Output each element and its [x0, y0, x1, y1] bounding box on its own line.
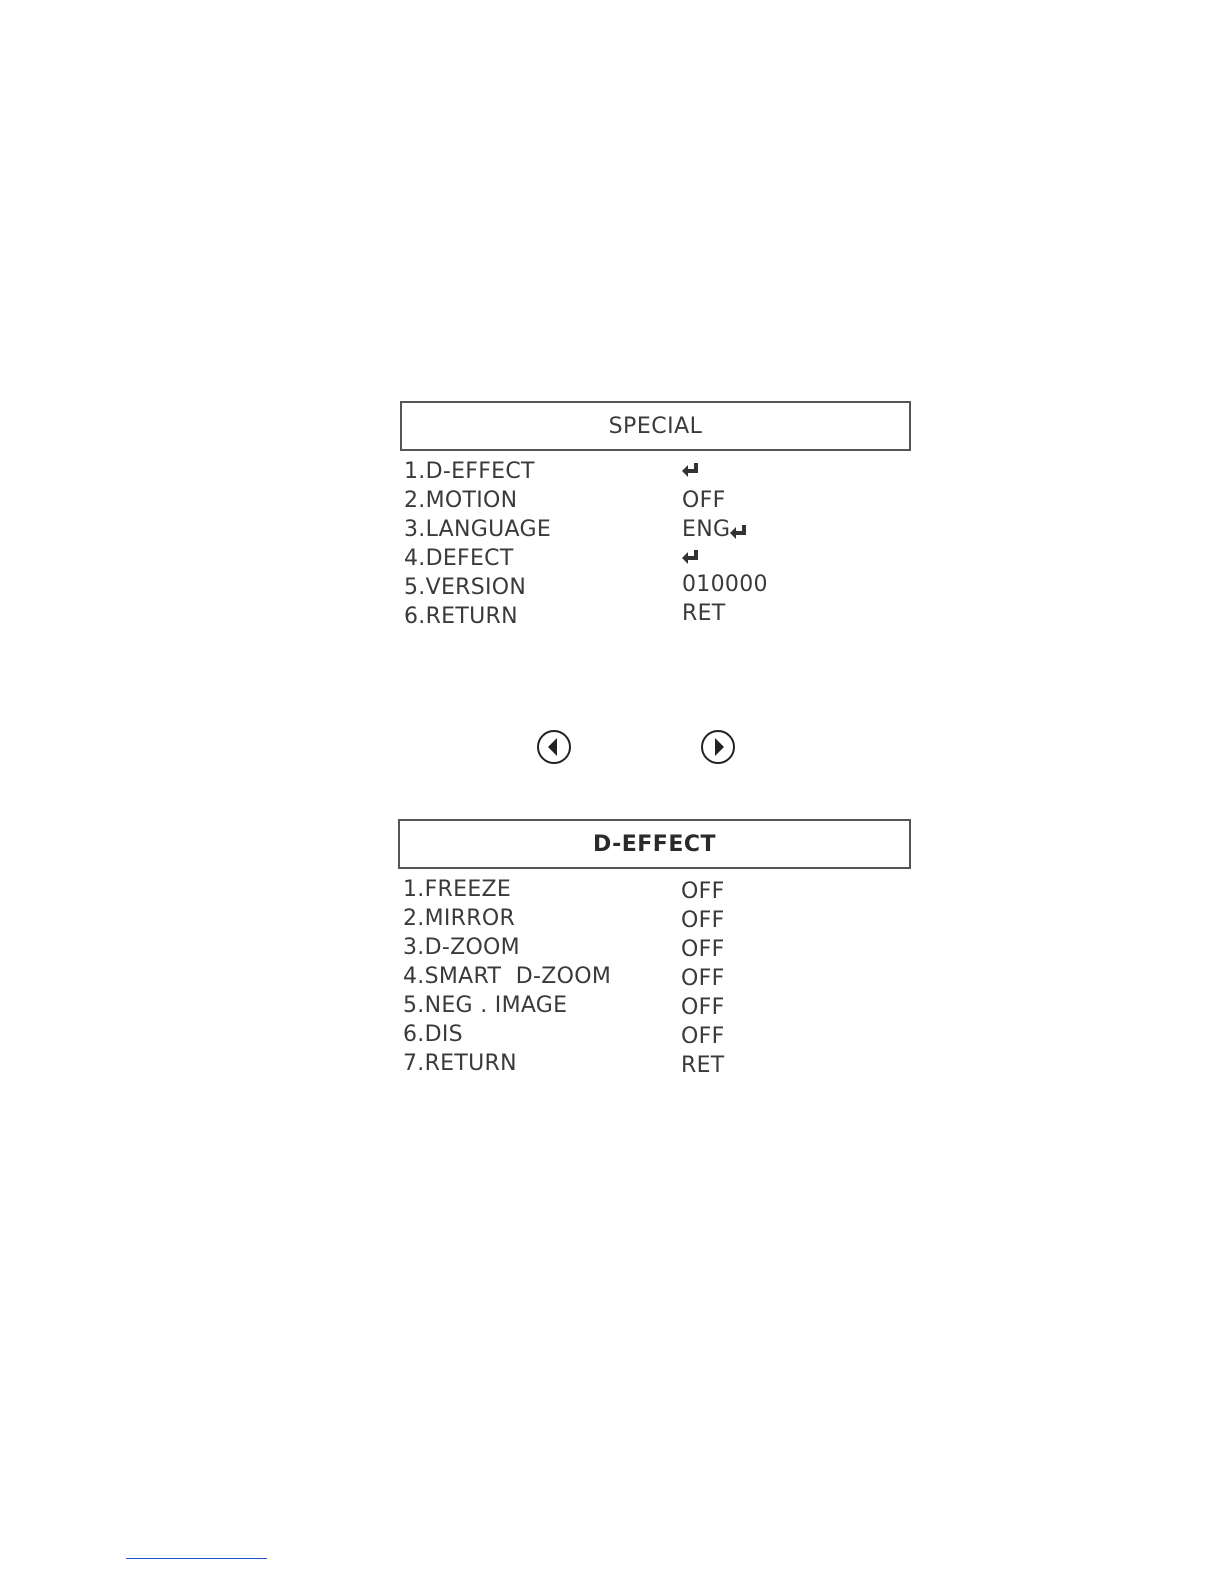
- value-text: ENG: [682, 517, 731, 542]
- menu-item-defect[interactable]: [400, 546, 911, 575]
- menu-item-language[interactable]: [400, 517, 911, 546]
- circle-right-arrow-icon[interactable]: [700, 729, 736, 765]
- menu-item-value: 010000: [682, 572, 768, 597]
- menu-item-value: RET: [682, 601, 726, 626]
- special-menu-title: SPECIAL: [400, 401, 911, 451]
- menu-item-label: 2.MIRROR: [403, 906, 516, 931]
- menu-item-label: 7.RETURN: [403, 1051, 517, 1076]
- menu-item-label: 1.FREEZE: [403, 877, 512, 902]
- menu-item-value: OFF: [681, 937, 725, 962]
- menu-item-mirror[interactable]: [398, 906, 911, 935]
- menu-item-value: OFF: [681, 995, 725, 1020]
- menu-item-label: 5.VERSION: [404, 575, 527, 600]
- menu-item-d-effect[interactable]: [400, 459, 911, 488]
- menu-item-value: RET: [681, 1053, 725, 1078]
- menu-item-return[interactable]: [398, 1051, 911, 1080]
- menu-item-dis[interactable]: [398, 1022, 911, 1051]
- menu-item-label: 4.DEFECT: [404, 546, 514, 571]
- menu-item-version[interactable]: [400, 572, 911, 604]
- d-effect-menu-title: D-EFFECT: [398, 819, 911, 869]
- menu-item-label: 6.RETURN: [404, 604, 518, 629]
- menu-item-return[interactable]: [400, 601, 911, 633]
- menu-item-value: [682, 546, 700, 564]
- d-effect-menu: [398, 819, 911, 1078]
- menu-item-label: 5.NEG . IMAGE: [403, 993, 568, 1018]
- special-menu: [400, 401, 911, 629]
- menu-item-value: OFF: [681, 908, 725, 933]
- menu-item-neg-image[interactable]: [398, 993, 911, 1022]
- menu-item-label: 4.SMART D-ZOOM: [403, 964, 612, 989]
- menu-item-motion[interactable]: [400, 488, 911, 517]
- menu-item-label: 3.LANGUAGE: [404, 517, 552, 542]
- enter-icon: [730, 523, 748, 539]
- footnote-rule: [126, 1558, 267, 1559]
- menu-item-value: [682, 517, 748, 542]
- menu-item-label: 6.DIS: [403, 1022, 463, 1047]
- menu-item-value: [682, 459, 700, 477]
- menu-item-value: OFF: [682, 488, 726, 513]
- menu-item-label: 2.MOTION: [404, 488, 518, 513]
- menu-item-label: 3.D-ZOOM: [403, 935, 520, 960]
- menu-item-d-zoom[interactable]: [398, 935, 911, 964]
- enter-icon: [682, 548, 700, 564]
- menu-item-smart-d-zoom[interactable]: [398, 964, 911, 993]
- menu-item-freeze[interactable]: [398, 877, 911, 906]
- menu-item-value: OFF: [681, 1024, 725, 1049]
- circle-left-arrow-icon[interactable]: [536, 729, 572, 765]
- menu-item-value: OFF: [681, 966, 725, 991]
- enter-icon: [682, 461, 700, 477]
- menu-item-value: OFF: [681, 879, 725, 904]
- menu-item-label: 1.D-EFFECT: [404, 459, 535, 484]
